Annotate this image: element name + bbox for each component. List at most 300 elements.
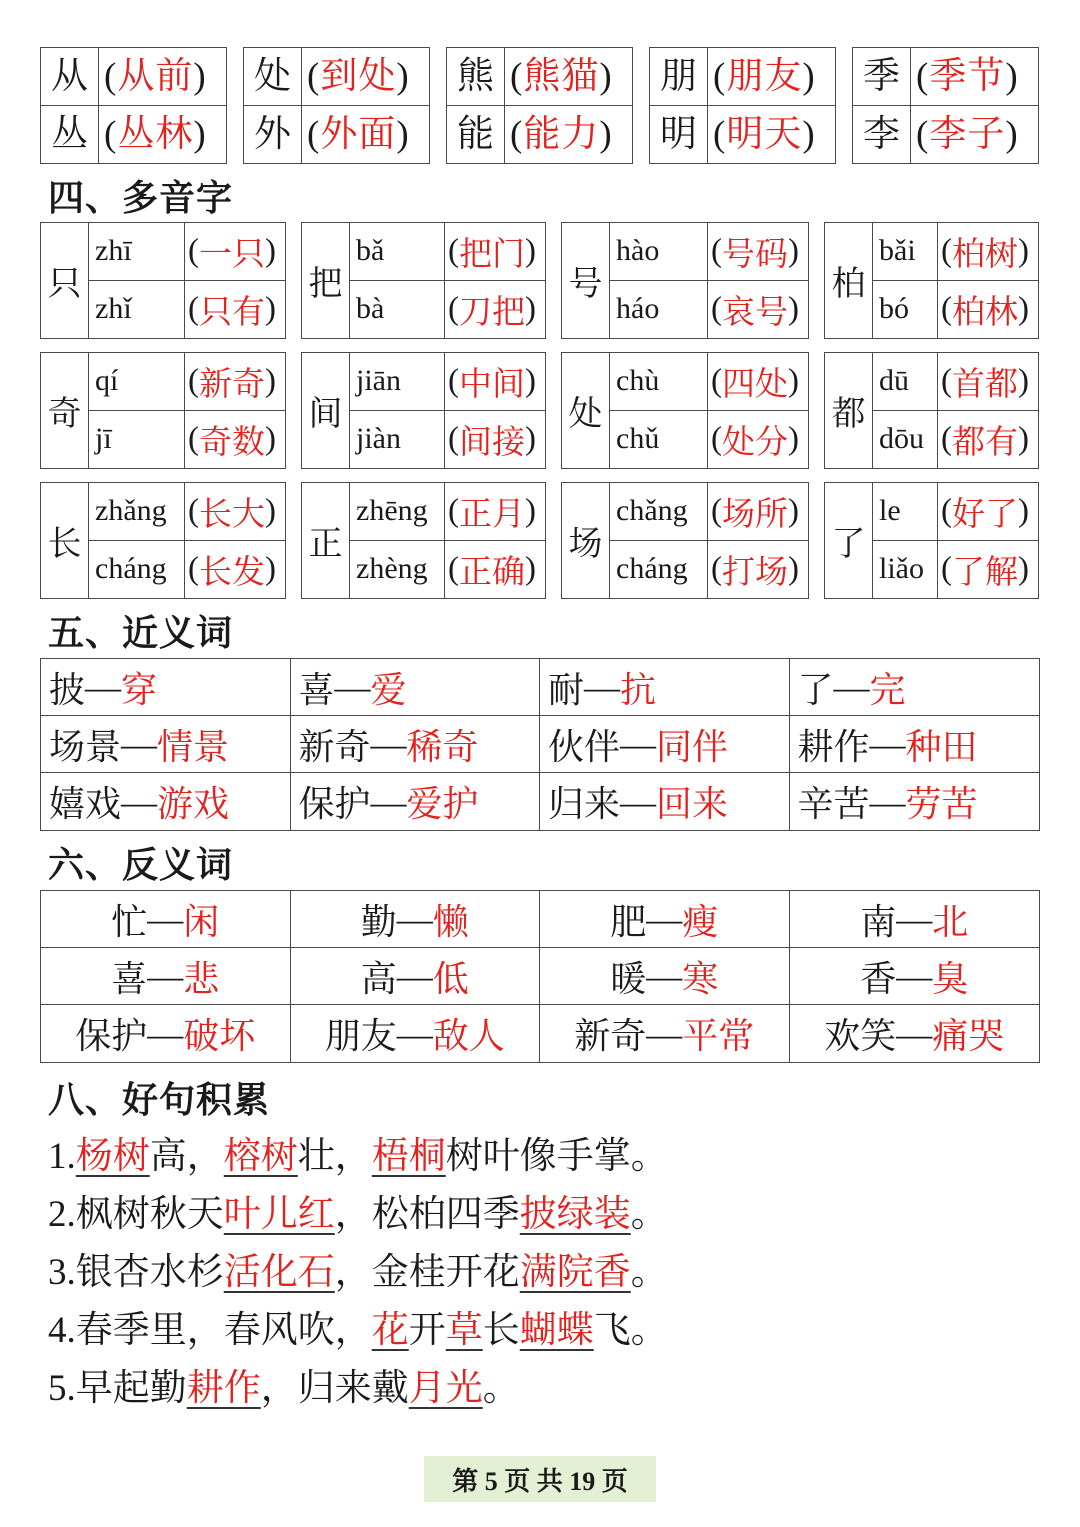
antonym-pair [291,948,541,1005]
polyphone-char: 处 [562,353,610,468]
paren-close: ) [788,550,799,587]
pinyin: dū [873,353,938,411]
answer-blank: 满院香 [519,1252,631,1293]
polyphone-char: 柏 [825,223,873,338]
char-cell: 李 [853,106,911,164]
paren-close: ) [525,232,536,269]
char-pair-table [446,47,633,164]
answer-word: 从前 [117,55,194,97]
paren-open: ( [188,232,199,269]
word: 暖 [610,958,647,999]
sentence [48,1360,668,1418]
pinyin: zhǎng [89,483,185,541]
word: 了 [797,669,834,710]
answer-word: 李子 [929,113,1006,155]
answer-blank: 耕作 [186,1368,261,1409]
paren-open: ( [448,550,459,587]
paren-close: ) [525,550,536,587]
word-cell [302,106,429,164]
word: 耕作 [797,726,870,767]
word-cell [911,48,1038,106]
pinyin: cháng [89,541,185,599]
answer-word: 正确 [459,554,525,591]
polyphone-table [301,222,546,339]
answer-blank: 梧桐 [371,1136,446,1177]
sentence-text: 长 [482,1310,520,1351]
polyphone-char: 只 [41,223,89,338]
answer-blank: 花 [371,1310,409,1351]
answer-word: 场所 [722,496,788,533]
dash: — [896,899,933,939]
dash: — [869,781,906,822]
sentence-text: 树叶像手掌。 [445,1136,668,1177]
dash: — [147,956,184,996]
word: 保护 [298,784,371,824]
answer-blank: 杨树 [75,1136,150,1177]
paren-close: ) [599,55,613,97]
answer-word: 朋友 [726,55,803,97]
paren-close: ) [788,232,799,269]
paren-open: ( [916,113,930,155]
paren-open: ( [711,290,722,327]
answer-word: 平常 [682,1016,755,1056]
paren-close: ) [525,492,536,529]
pinyin: háo [610,281,708,339]
paren-close: ) [265,420,276,457]
paren-close: ) [802,113,816,155]
dash: — [896,1013,933,1054]
sentence-text: 飞。 [593,1310,668,1351]
dash: — [396,956,433,996]
word: 嬉戏 [49,784,122,824]
pinyin: chǔ [610,411,708,469]
synonym-pair [291,659,541,716]
answer-word: 一只 [199,236,265,273]
word: 欢笑 [824,1016,897,1056]
answer-word: 完 [869,669,906,710]
synonym-table [40,658,1040,831]
word: 喜 [298,669,335,710]
pinyin: qí [89,353,185,411]
dash: — [646,956,683,996]
example-word [938,353,1038,411]
polyphone-table [824,222,1039,339]
answer-word: 稀奇 [406,726,479,767]
paren-open: ( [711,492,722,529]
example-word [708,483,808,541]
paren-open: ( [188,492,199,529]
section-title-polyphone: 四、多音字 [48,178,234,218]
synonym-pair [540,716,790,773]
answer-word: 季节 [929,55,1006,97]
antonym-pair [790,891,1040,948]
answer-word: 号码 [722,236,788,273]
paren-close: ) [1018,550,1029,587]
paren-close: ) [1018,362,1029,399]
answer-word: 爱护 [406,784,479,824]
char-pair-table [243,47,430,164]
section-title-sentences: 八、好句积累 [48,1080,271,1120]
pinyin: jiān [350,353,445,411]
polyphone-table [301,352,546,469]
answer-word: 明天 [726,113,803,155]
paren-open: ( [713,55,727,97]
dash: — [833,667,870,707]
polyphone-table [824,352,1039,469]
answer-word: 柏林 [952,294,1018,331]
dash: — [370,781,407,822]
antonym-table [40,890,1040,1063]
char-pair-table [649,47,836,164]
answer-word: 都有 [952,424,1018,461]
polyphone-table [40,482,286,599]
dash: — [869,724,906,764]
paren-open: ( [307,113,321,155]
antonym-pair [540,948,790,1005]
example-word [938,541,1038,599]
char-cell: 明 [650,106,708,164]
sentence-text: 高， [149,1136,224,1177]
sentence-text: 壮， [297,1136,372,1177]
dash: — [620,781,657,822]
answer-word: 同伴 [656,726,729,767]
dash: — [85,667,122,707]
answer-word: 熊猫 [523,55,600,97]
word: 耐 [548,669,585,710]
section-title-antonyms: 六、反义词 [48,845,234,885]
polyphone-char: 间 [302,353,350,468]
paren-open: ( [448,290,459,327]
answer-word: 了解 [952,554,1018,591]
polyphone-table [40,222,286,339]
paren-close: ) [1005,113,1019,155]
answer-word: 敌人 [432,1016,505,1056]
word-cell [302,48,429,106]
char-cell: 朋 [650,48,708,106]
synonym-pair [790,659,1040,716]
word: 喜 [111,958,148,999]
word: 朋友 [324,1016,397,1056]
answer-word: 哀号 [722,294,788,331]
sentence-list [48,1128,668,1418]
answer-word: 懒 [432,901,469,942]
word: 归来 [548,784,621,824]
word: 香 [860,958,897,999]
sentence-text: 开 [408,1310,446,1351]
answer-word: 外面 [320,113,397,155]
synonym-pair [291,716,541,773]
answer-word: 间接 [459,424,525,461]
answer-word: 北 [932,901,969,942]
pinyin: liǎo [873,541,938,599]
paren-open: ( [711,232,722,269]
sentence [48,1186,668,1244]
paren-close: ) [788,290,799,327]
pinyin: chǎng [610,483,708,541]
answer-word: 丛林 [117,113,194,155]
paren-close: ) [525,290,536,327]
dash: — [147,1013,184,1054]
dash: — [896,956,933,996]
word-cell [708,106,835,164]
antonym-pair [41,948,291,1005]
paren-close: ) [193,55,207,97]
example-word [185,353,285,411]
char-cell: 从 [41,48,99,106]
paren-close: ) [788,420,799,457]
answer-word: 种田 [905,726,978,767]
answer-word: 情景 [157,726,230,767]
polyphone-char: 长 [41,483,89,598]
paren-open: ( [711,362,722,399]
pinyin: jī [89,411,185,469]
polyphone-table [301,482,546,599]
char-cell: 能 [447,106,505,164]
example-word [445,281,545,339]
polyphone-char: 都 [825,353,873,468]
page-number: 第 5 页 共 19 页 [424,1456,656,1502]
word: 场景 [49,726,122,767]
sentence [48,1302,668,1360]
word-cell [99,106,226,164]
paren-open: ( [510,113,524,155]
synonym-pair [540,773,790,830]
answer-word: 打场 [722,554,788,591]
paren-open: ( [188,290,199,327]
answer-word: 瘦 [682,901,719,942]
answer-word: 中间 [459,366,525,403]
paren-close: ) [802,55,816,97]
sentence-text: ，松柏四季 [334,1194,520,1235]
example-word [708,541,808,599]
paren-close: ) [788,362,799,399]
dash: — [396,1013,433,1054]
paren-close: ) [265,492,276,529]
answer-word: 低 [432,958,469,999]
char-cell: 处 [244,48,302,106]
char-cell: 季 [853,48,911,106]
antonym-pair [540,1005,790,1062]
word: 辛苦 [797,784,870,824]
example-word [708,281,808,339]
example-word [445,223,545,281]
answer-word: 处分 [722,424,788,461]
pinyin: dōu [873,411,938,469]
answer-word: 破坏 [183,1016,256,1056]
answer-word: 长发 [199,554,265,591]
answer-word: 劳苦 [905,784,978,824]
example-word [185,411,285,469]
paren-open: ( [448,232,459,269]
antonym-pair [790,948,1040,1005]
paren-close: ) [396,55,410,97]
answer-word: 能力 [523,113,600,155]
example-word [708,353,808,411]
paren-close: ) [1018,492,1029,529]
char-cell: 外 [244,106,302,164]
word: 披 [49,669,86,710]
paren-open: ( [188,550,199,587]
paren-open: ( [713,113,727,155]
paren-open: ( [941,420,952,457]
example-word [445,411,545,469]
paren-open: ( [941,550,952,587]
polyphone-char: 奇 [41,353,89,468]
paren-open: ( [941,232,952,269]
pinyin: jiàn [350,411,445,469]
example-word [445,483,545,541]
sentence-text: 3.银杏水杉 [48,1252,224,1293]
example-word [445,353,545,411]
paren-close: ) [265,232,276,269]
polyphone-char: 正 [302,483,350,598]
char-pair-table [40,47,227,164]
sentence [48,1128,668,1186]
word-cell [505,106,632,164]
synonym-pair [790,716,1040,773]
dash: — [334,667,371,707]
pinyin: hào [610,223,708,281]
polyphone-table [561,222,809,339]
pinyin: zhēng [350,483,445,541]
answer-word: 好了 [952,496,1018,533]
section-title-synonyms: 五、近义词 [48,613,234,653]
pinyin: zhǐ [89,281,185,339]
paren-open: ( [510,55,524,97]
paren-close: ) [525,362,536,399]
answer-word: 寒 [682,958,719,999]
sentence-text: 。 [630,1252,668,1293]
synonym-pair [41,716,291,773]
synonym-pair [41,659,291,716]
dash: — [121,781,158,822]
paren-close: ) [396,113,410,155]
polyphone-table [561,352,809,469]
sentence-text: 。 [630,1194,668,1235]
word: 高 [360,958,397,999]
example-word [185,483,285,541]
sentence-text: 5.早起勤 [48,1368,187,1409]
paren-open: ( [448,362,459,399]
example-word [938,483,1038,541]
example-word [938,281,1038,339]
pinyin: cháng [610,541,708,599]
answer-word: 长大 [199,496,265,533]
sentence-text: 。 [482,1368,520,1409]
paren-close: ) [193,113,207,155]
word-cell [99,48,226,106]
word: 新奇 [574,1016,647,1056]
dash: — [370,724,407,764]
polyphone-char: 了 [825,483,873,598]
paren-open: ( [104,113,118,155]
answer-word: 闲 [183,901,220,942]
answer-word: 痛哭 [932,1016,1005,1056]
word: 新奇 [298,726,371,767]
polyphone-char: 场 [562,483,610,598]
paren-close: ) [265,290,276,327]
paren-close: ) [599,113,613,155]
sentence-text: ，归来戴 [260,1368,409,1409]
word: 勤 [360,901,397,942]
paren-open: ( [188,420,199,457]
paren-open: ( [307,55,321,97]
polyphone-char: 把 [302,223,350,338]
paren-open: ( [711,550,722,587]
dash: — [147,899,184,939]
paren-close: ) [525,420,536,457]
paren-open: ( [104,55,118,97]
dash: — [396,899,433,939]
pinyin: bó [873,281,938,339]
example-word [185,281,285,339]
paren-close: ) [788,492,799,529]
paren-open: ( [448,420,459,457]
polyphone-table [40,352,286,469]
paren-close: ) [1018,420,1029,457]
antonym-pair [41,891,291,948]
sentence-text: ，金桂开花 [334,1252,520,1293]
synonym-pair [790,773,1040,830]
word-cell [505,48,632,106]
paren-open: ( [941,362,952,399]
synonym-pair [540,659,790,716]
sentence-text: 1. [48,1136,76,1177]
synonym-pair [291,773,541,830]
pinyin: chù [610,353,708,411]
answer-word: 首都 [952,366,1018,403]
antonym-pair [291,1005,541,1062]
pinyin: le [873,483,938,541]
paren-close: ) [265,550,276,587]
answer-blank: 月光 [408,1368,483,1409]
antonym-pair [790,1005,1040,1062]
example-word [938,411,1038,469]
dash: — [584,667,621,707]
example-word [938,223,1038,281]
answer-blank: 披绿装 [519,1194,631,1235]
answer-word: 柏树 [952,236,1018,273]
pinyin: bǎi [873,223,938,281]
answer-word: 只有 [199,294,265,331]
answer-word: 穿 [121,669,158,710]
paren-open: ( [188,362,199,399]
answer-word: 爱 [370,669,407,710]
paren-open: ( [941,290,952,327]
word-cell [911,106,1038,164]
answer-word: 游戏 [157,784,230,824]
answer-blank: 叶儿红 [223,1194,335,1235]
word: 忙 [111,901,148,942]
answer-word: 正月 [459,496,525,533]
char-cell: 熊 [447,48,505,106]
dash: — [620,724,657,764]
answer-word: 刀把 [459,294,525,331]
answer-word: 四处 [722,366,788,403]
pinyin: zhī [89,223,185,281]
word: 保护 [75,1016,148,1056]
answer-word: 臭 [932,958,969,999]
paren-close: ) [265,362,276,399]
polyphone-char: 号 [562,223,610,338]
sentence [48,1244,668,1302]
antonym-pair [41,1005,291,1062]
example-word [445,541,545,599]
pinyin: bǎ [350,223,445,281]
answer-word: 抗 [620,669,657,710]
example-word [708,223,808,281]
paren-open: ( [916,55,930,97]
